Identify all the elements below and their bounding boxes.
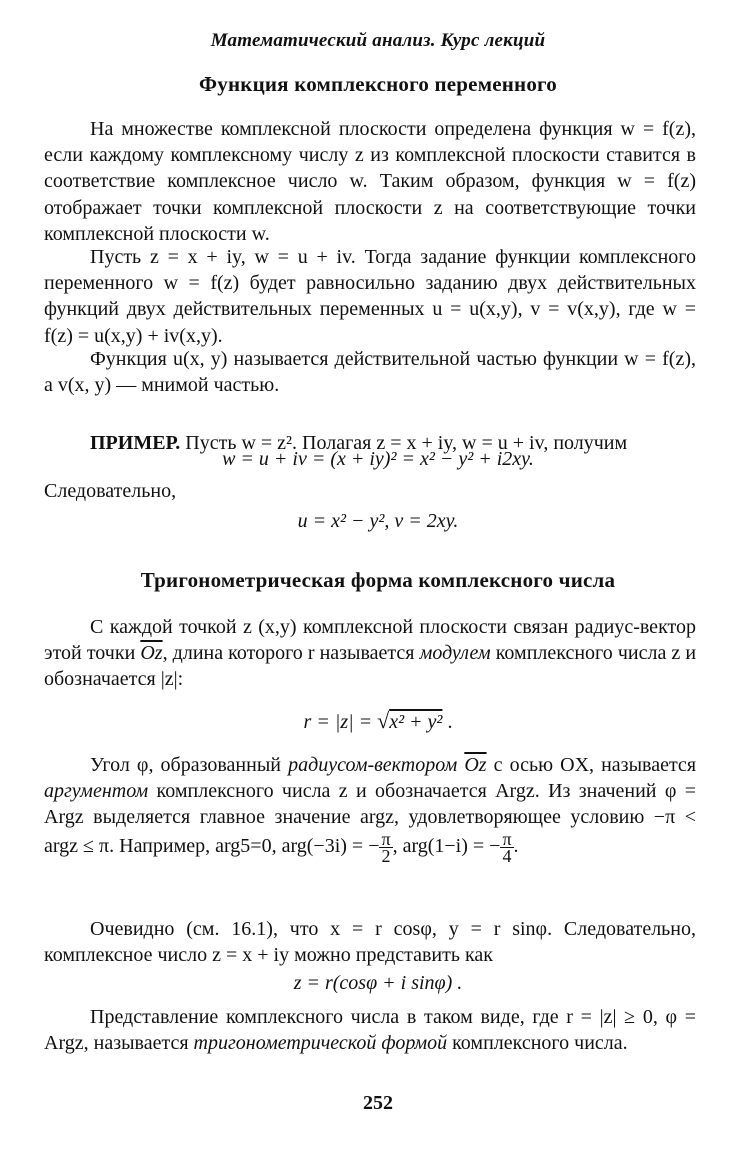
equation-u-v: u = x² − y², v = 2xy. [297,510,459,532]
argument-text-a: Угол φ, образованный [90,754,281,776]
argument-period: . [513,834,519,857]
section-title-complex-function: Функция комплексного переменного [199,72,557,96]
obviously-text: Очевидно (см. 16.1), что x = r cosφ, y = r sinφ. Следовательно, комплексное число z = x + iy можно представить как [44,918,696,967]
page-number: 252 [363,1092,393,1114]
vector-oz: $\overline{Oz}$ [140,642,163,665]
representation-text-a: Представление комплексного числа в таком виде, где r = |z| ≥ 0, φ = Argz, называется [44,1006,696,1055]
fraction-denominator-2: 2 [381,845,391,866]
paragraph-obviously [44,916,696,968]
term-argument: аргументом [44,780,149,803]
section-title-trigonometric-form: Тригонометрическая форма комплексного числа [140,568,616,592]
paragraph-let-z [44,244,696,349]
text-consequently: Следовательно, [44,480,177,502]
paragraph-representation [44,1004,696,1056]
fraction-pi-over-2 [379,828,392,866]
term-radius-vector: радиусом-вектором [288,754,458,776]
running-header: Математический анализ. Курс лекций [210,30,546,51]
equation-trig-form: z = r(cosφ + i sinφ) . [293,972,463,994]
fraction-pi-over-4 [500,828,513,866]
example-text: Пусть w = z². Полагая z = x + iy, w = u + iv, получим [185,432,628,454]
argument-text-f: комплексного числа z и обозначается Argz. Из значений φ = Argz выделяется главное значение argz, удовлетворяющее условию −π < argz ≤ π. Например, arg5=0, arg(−3i) = − [44,780,696,857]
term-trigonometric-form: тригонометрической формой [193,1032,448,1055]
equation-w-expansion: w = u + iv = (x + iy)² = x² − y² + i2xy. [222,448,534,470]
argument-text-h: arg(1−i) = − [402,834,501,857]
modulus-period: . [447,711,453,733]
equation-modulus [0,708,756,735]
paragraph-modulus [44,614,696,693]
paragraph-argument [44,752,696,864]
modulus-radicand: x² + y² [389,711,443,733]
modulus-text-a: С каждой точкой z (x,y) комплексной плоскости связан радиус-вектор этой точки [44,616,696,665]
vector-oz-2: $\overline{Oz}$ [464,754,487,776]
paragraph-real-imag-part [44,346,696,398]
representation-text-c: комплексного числа. [452,1032,628,1055]
argument-text-d: с осью OX, называется [493,754,697,776]
paragraph-real-imag-text: Функция u(x, y) называется действительной частью функции w = f(z), а v(x, y) — мнимой частью. [44,348,696,397]
paragraph-definition [44,116,696,247]
paragraph-let-z-text: Пусть z = x + iy, w = u + iv. Тогда задание функции комплексного переменного w = f(z) будет равносильно заданию двух действительных функций двух действительных переменных u = u(x,y), v = v(x,y), где w = f(z) = u(x,y) + iv(x,y). [44,246,696,347]
fraction-numerator-pi-2: π [502,828,512,849]
modulus-lhs: r = |z| = [303,711,373,733]
example-label: ПРИМЕР. [90,432,181,454]
sqrt-sign-icon: √ [377,708,390,733]
paragraph-definition-text: На множестве комплексной плоскости определена функция w = f(z), если каждому комплексному числу z из комплексной плоскости ставится в соответствие комплексное число w. Таким образом, функция w = f(z) отображает точки комплексной плоскости z на соответствующие точки комплексной плоскости w. [44,118,696,245]
fraction-numerator-pi: π [381,828,391,849]
argument-comma: , [392,834,398,857]
modulus-text-e: комплексного числа z и обозначается |z|: [44,642,697,691]
term-modulus: модулем [419,642,491,665]
fraction-denominator-4: 4 [502,845,512,866]
modulus-text-c: , длина которого r называется [162,642,415,665]
